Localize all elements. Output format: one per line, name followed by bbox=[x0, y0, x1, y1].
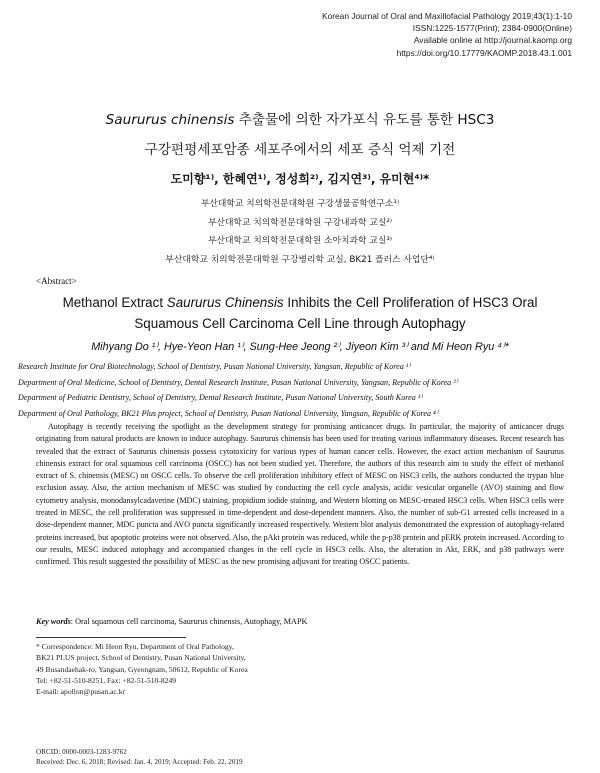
journal-doi[interactable]: https://doi.org/10.17779/KAOMP.2018.43.1.001 bbox=[396, 47, 572, 58]
korean-title-line2: 구강편평세포암종 세포주에서의 세포 증식 억제 기전 bbox=[144, 142, 456, 158]
english-title-species: Saururus Chinensis bbox=[166, 295, 284, 310]
korean-affiliation-4: 부산대학교 치의학전문대학원 구강병리학 교실, BK21 플러스 사업단⁴⁾ bbox=[165, 254, 435, 265]
korean-authors: 도미향¹⁾, 한혜연¹⁾, 정성희²⁾, 김지연³⁾, 유미현⁴⁾* bbox=[170, 172, 430, 186]
orcid: ORCID: 0000-0003-1283-9762 bbox=[36, 748, 127, 756]
journal-issn: ISSN:1225-1577(Print); 2384-0900(Online) bbox=[412, 23, 572, 34]
correspondence-line-4: Tel: +82-51-510-8251, Fax: +82-51-510-8249 bbox=[36, 675, 177, 685]
english-affiliations bbox=[18, 359, 582, 421]
correspondence bbox=[36, 641, 248, 697]
english-title bbox=[0, 292, 600, 334]
english-affiliation-4: Department of Oral Pathology, BK21 Plus project, School of Dentistry, Pusan National University, Yangsan, Republic of Korea ⁴⁾ bbox=[18, 408, 438, 418]
korean-affiliations bbox=[0, 195, 600, 269]
correspondence-line-3: 49 Busandaehak-ro, Yangsan, Gyeongnam, 50612, Republic of Korea bbox=[36, 664, 248, 674]
correspondence-line-2: BK21 PLUS project, School of Dentistry, Pusan National University, bbox=[36, 653, 246, 663]
keywords-label: Key words bbox=[36, 617, 71, 626]
keywords-text: : Oral squamous cell carcinoma, Saururus chinensis, Autophagy, MAPK bbox=[70, 617, 308, 626]
correspondence-line-1: * Correspondence: Mi Heon Ryu, Department of Oral Pathology, bbox=[36, 642, 234, 651]
correspondence-email[interactable]: E-mail: apollon@pusan.ac.kr bbox=[36, 687, 126, 697]
english-title-line2: Squamous Cell Carcinoma Cell Line through Autophagy bbox=[134, 316, 466, 331]
korean-affiliation-1: 부산대학교 치의학전문대학원 구강생물공학연구소¹⁾ bbox=[200, 199, 400, 209]
footnote-divider bbox=[36, 637, 186, 638]
korean-title bbox=[0, 105, 600, 165]
journal-citation: Korean Journal of Oral and Maxillofacial Pathology 2019;43(1):1-10 bbox=[321, 11, 572, 21]
journal-header bbox=[322, 10, 572, 59]
korean-affiliation-2: 부산대학교 치의학전문대학원 구강내과학 교실²⁾ bbox=[207, 217, 393, 228]
english-affiliation-3: Department of Pediatric Dentistry, School of Dentistry, Dental Research Institute, Pusan National University, South Korea ³⁾ bbox=[18, 393, 423, 402]
english-affiliation-1: Research Institute for Oral Biotechnology, School of Dentistry, Pusan National University, Yangsan, Republic of Korea ¹⁾ bbox=[18, 362, 411, 371]
keywords bbox=[36, 617, 307, 626]
korean-title-line1: 추출물에 의한 자가포식 유도를 통한 HSC3 bbox=[234, 112, 495, 128]
english-title-line1: Inhibits the Cell Proliferation of HSC3 Oral bbox=[283, 295, 538, 310]
english-affiliation-2: Department of Oral Medicine, School of Dentistry, Dental Research Institute, Pusan National University, Yangsan, Republic of Korea ²⁾ bbox=[18, 377, 458, 387]
english-title-prefix: Methanol Extract bbox=[62, 295, 167, 310]
english-authors: Mihyang Do ¹⁾, Hye-Yeon Han ¹⁾, Sung-Hee Jeong ²⁾, Jiyeon Kim ³⁾ and Mi Heon Ryu ⁴⁾* bbox=[91, 341, 509, 353]
journal-url[interactable]: Available online at http://journal.kaomp.org bbox=[413, 35, 572, 46]
korean-affiliation-3: 부산대학교 치의학전문대학원 소아치과학 교실³⁾ bbox=[207, 236, 393, 246]
received-dates: Received: Dec. 6, 2018; Revised: Jan. 4, 2019; Accepted: Feb. 22, 2019 bbox=[36, 758, 243, 766]
abstract-label: <Abstract> bbox=[36, 276, 77, 286]
abstract-body: Autophagy is recently receiving the spotlight as the development strategy for promising anticancer drugs. In particular, the majority of anticancer drugs originating from natural products are known to induce autophagy. Saururus chinensis has been used for treating various inflammatory diseases. Recent research has revealed that the extract of Saururus chinensis possess cytotoxicity for various types of human cancer cells. However, the exact action mechanism of Saururus chinensis extract for oral squamous cell carcinoma (OSCC) has not been studied yet. Therefore, the authors of this research aim to study the effect of methanol extract of S. chinensis (MESC) on OSCC cells. To observe the cell proliferation inhibitory effect of MESC on HSC3 cells, the authors conducted the trypan blue exclusion assay. Also, the action mechanism of MESC was studied by conducting the cell cycle analysis, acidic vesicular organelle (AVO) staining and flow cytometry analysis, monodansylcadaverine (MDC) staining, propidium iodide staining, and Western blotting on MESC-treated HSC3 cells. When HSC3 cells were treated in MESC, the cell proliferation was suppressed in time-dependent and dose-dependent manners. Also, the number of sub-G1 arrested cells increased in a dose-dependent manner, MDC puncta and AVO puncta significantly increased respectively. Western blot analysis demonstrated the expression of autophagy-related proteins increased, but apoptotic proteins were not observed. Also, the pAkt protein was reduced, while the p-p38 protein and pERK protein increased. According to our results, MESC induced autophagy and accompanied changes in the cell cycle in HSC3 cells. Also, the alteration in Akt, ERK, and p38 pathways were confirmed. This result suggested the possibility of MESC as the new promising adjuvant for treating OSCC patients. bbox=[36, 422, 564, 567]
korean-title-species: Saururus chinensis bbox=[105, 112, 235, 128]
